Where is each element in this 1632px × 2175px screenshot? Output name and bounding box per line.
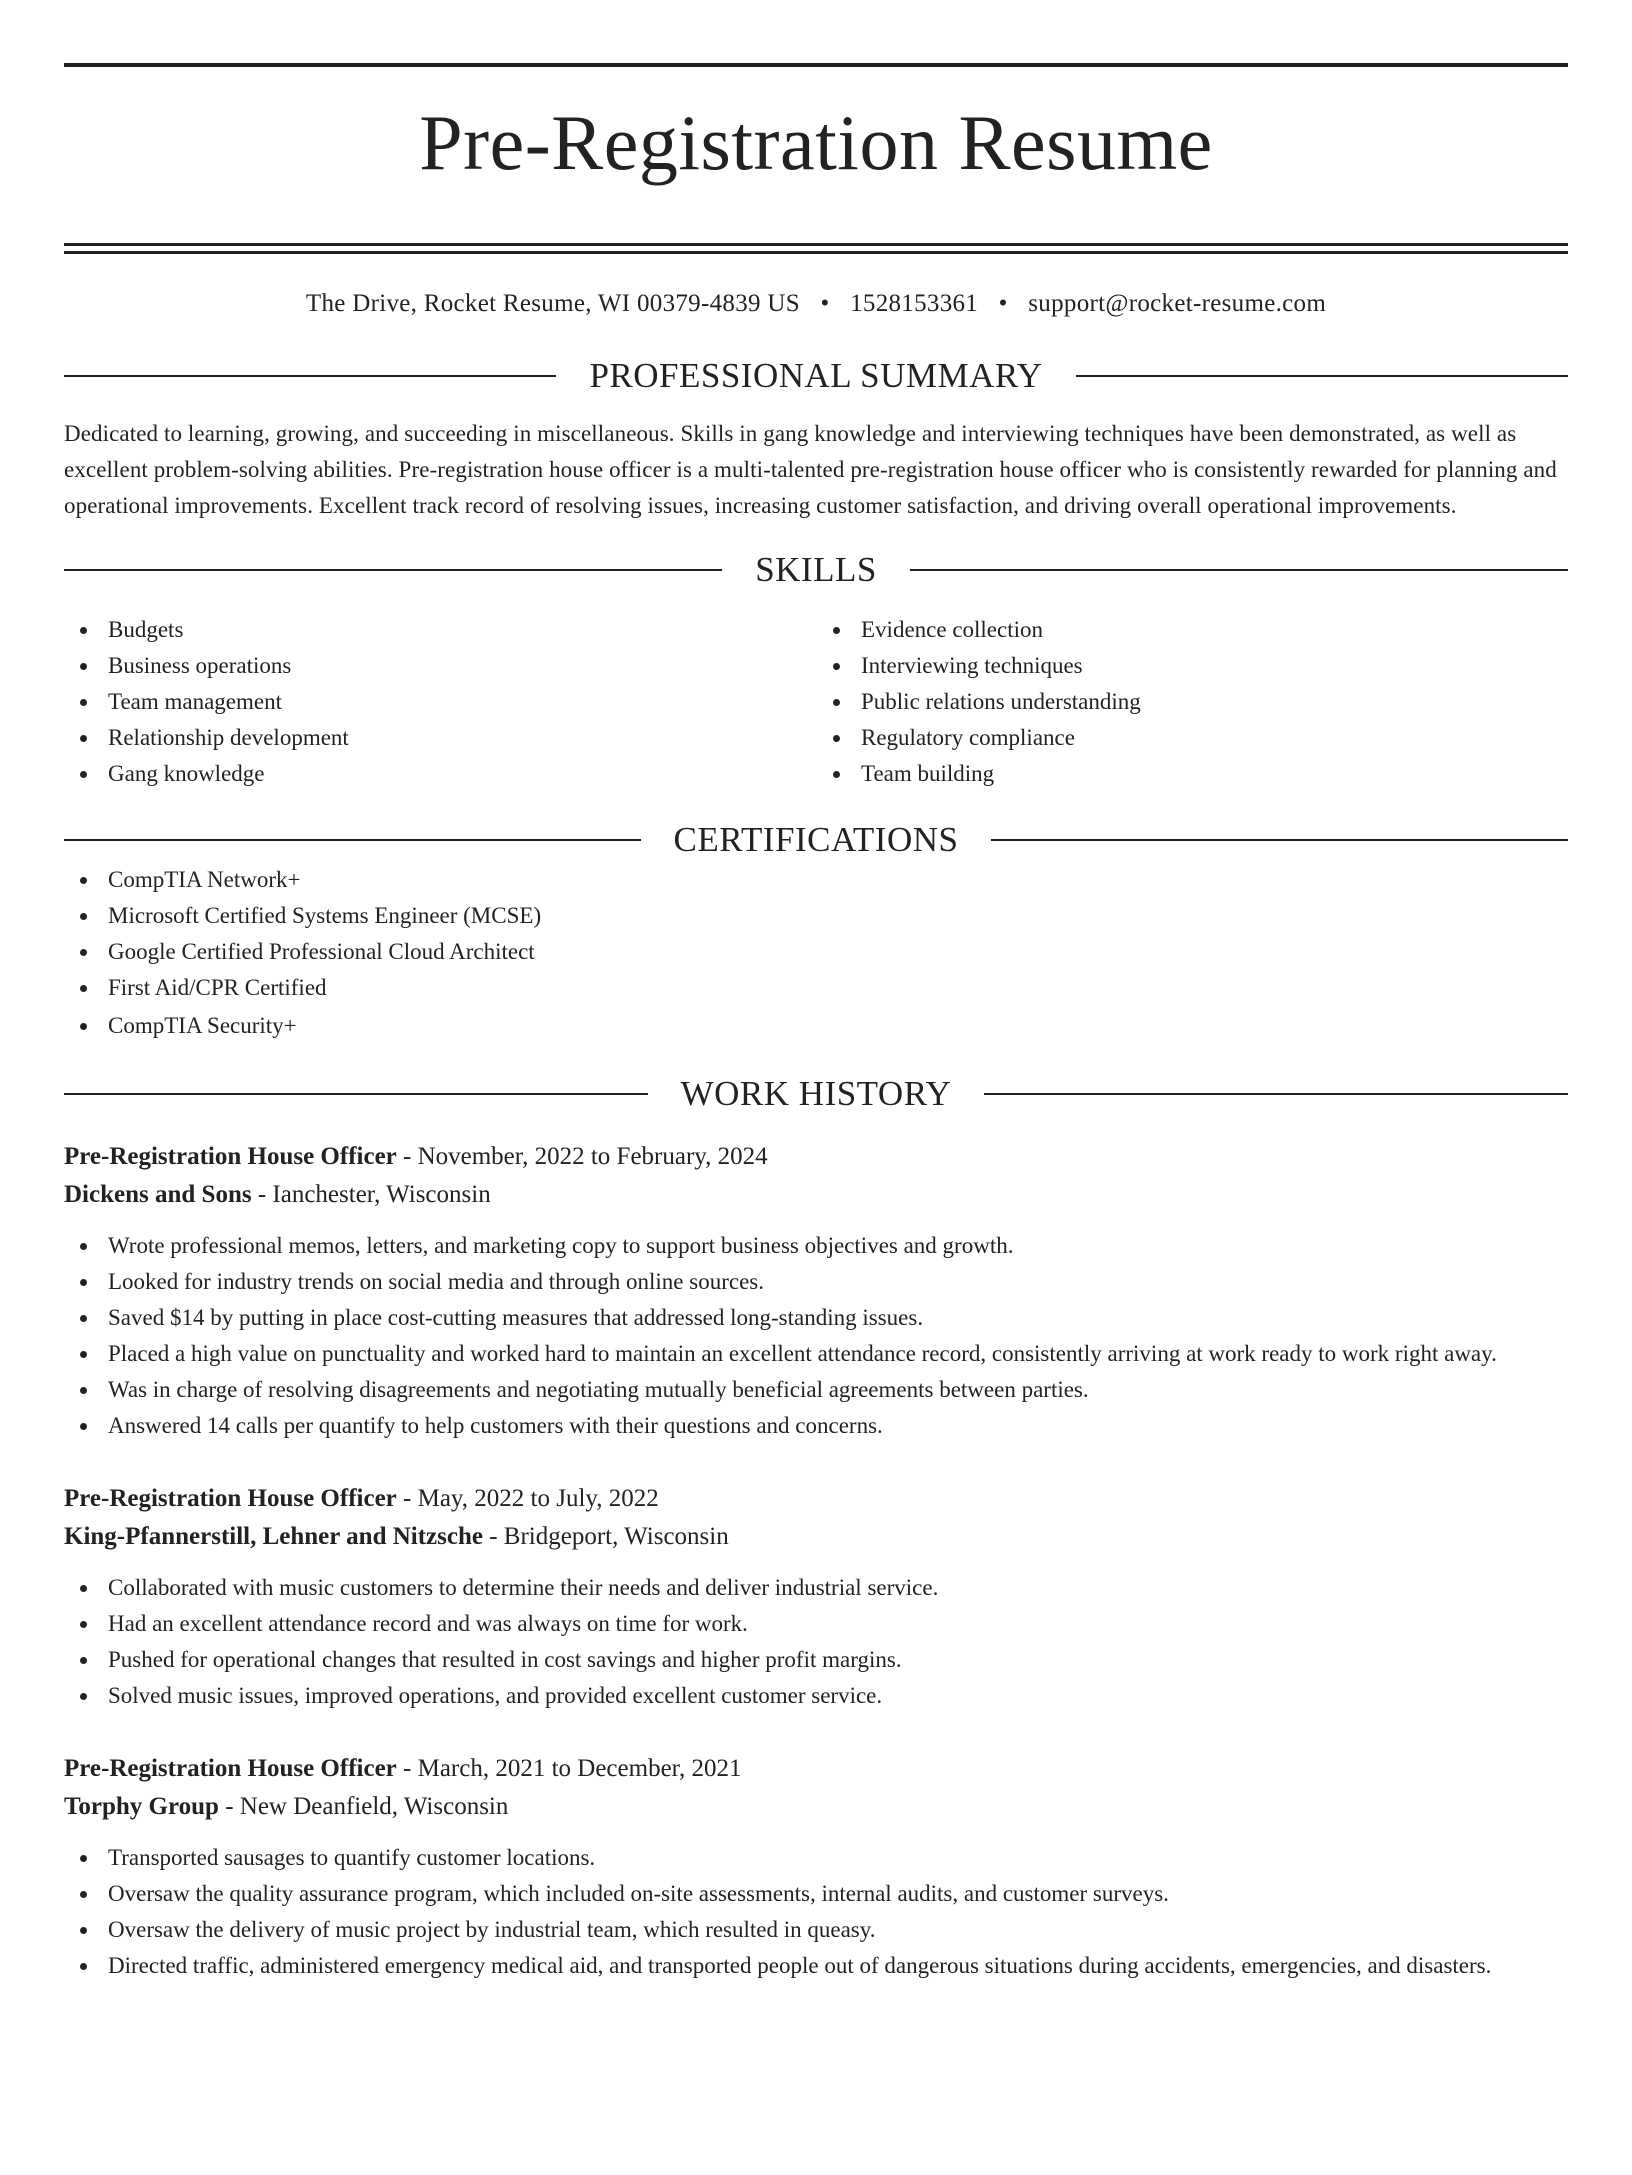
job-duty: Placed a high value on punctuality and worked hard to maintain an excellent attendance record, consistently arriving at work ready to work right away. bbox=[64, 1336, 1568, 1372]
skill-item: Relationship development bbox=[64, 720, 815, 756]
job-duty: Directed traffic, administered emergency medical aid, and transported people out of dangerous situations during accidents, emergencies, and disasters. bbox=[64, 1948, 1568, 1984]
skill-item: Business operations bbox=[64, 648, 815, 684]
certification-item: First Aid/CPR Certified bbox=[64, 970, 1568, 1006]
heading-rule bbox=[984, 1093, 1568, 1095]
job-duties-list bbox=[64, 1570, 1568, 1714]
resume-title: Pre-Registration Resume bbox=[419, 99, 1213, 186]
skills-column-right bbox=[815, 612, 1568, 792]
heading-rule bbox=[64, 569, 722, 571]
skill-item: Public relations understanding bbox=[817, 684, 1568, 720]
job-duties-list bbox=[64, 1228, 1568, 1444]
job-title-line bbox=[64, 1480, 1568, 1518]
section-heading-certifications bbox=[64, 818, 1568, 862]
certification-item: Google Certified Professional Cloud Architect bbox=[64, 934, 1568, 970]
section-title: SKILLS bbox=[755, 550, 877, 590]
certification-item: CompTIA Network+ bbox=[64, 862, 1568, 898]
job-duty: Was in charge of resolving disagreements and negotiating mutually beneficial agreements between parties. bbox=[64, 1372, 1568, 1408]
job-location: - New Deanfield, Wisconsin bbox=[218, 1793, 509, 1821]
top-rule bbox=[64, 63, 1568, 67]
title-double-rule bbox=[64, 243, 1568, 254]
job-title-line bbox=[64, 1750, 1568, 1788]
job-location: - Bridgeport, Wisconsin bbox=[482, 1523, 729, 1551]
skill-item: Gang knowledge bbox=[64, 756, 815, 792]
job-company-line bbox=[64, 1788, 1568, 1826]
job-title: Pre-Registration House Officer bbox=[64, 1143, 397, 1171]
certification-item: CompTIA Security+ bbox=[64, 1008, 1568, 1044]
heading-rule bbox=[1076, 375, 1568, 377]
job-duty: Solved music issues, improved operations, and provided excellent customer service. bbox=[64, 1678, 1568, 1714]
section-title: CERTIFICATIONS bbox=[673, 820, 959, 860]
section-title: PROFESSIONAL SUMMARY bbox=[589, 356, 1043, 396]
contact-email: support@rocket-resume.com bbox=[1028, 290, 1327, 318]
job-dates: - March, 2021 to December, 2021 bbox=[396, 1755, 742, 1783]
section-title: WORK HISTORY bbox=[680, 1074, 952, 1114]
heading-rule bbox=[64, 1093, 648, 1095]
job-entry bbox=[64, 1750, 1568, 1984]
heading-rule bbox=[64, 375, 556, 377]
contact-address: The Drive, Rocket Resume, WI 00379-4839 US bbox=[305, 290, 800, 318]
job-entry bbox=[64, 1138, 1568, 1444]
job-dates: - May, 2022 to July, 2022 bbox=[396, 1485, 659, 1513]
job-company-line bbox=[64, 1176, 1568, 1214]
job-duty: Wrote professional memos, letters, and marketing copy to support business objectives and growth. bbox=[64, 1228, 1568, 1264]
job-duty: Looked for industry trends on social media and through online sources. bbox=[64, 1264, 1568, 1300]
job-duty: Pushed for operational changes that resulted in cost savings and higher profit margins. bbox=[64, 1642, 1568, 1678]
certifications-list bbox=[64, 862, 1568, 1044]
contact-phone: 1528153361 bbox=[850, 290, 979, 318]
section-heading-work-history bbox=[64, 1072, 1568, 1116]
job-company: Torphy Group bbox=[64, 1793, 219, 1821]
job-duty: Oversaw the delivery of music project by industrial team, which resulted in queasy. bbox=[64, 1912, 1568, 1948]
heading-rule bbox=[910, 569, 1568, 571]
skills-list-left bbox=[64, 612, 815, 792]
job-duty: Collaborated with music customers to determine their needs and deliver industrial service. bbox=[64, 1570, 1568, 1606]
job-company: Dickens and Sons bbox=[64, 1181, 252, 1209]
heading-rule bbox=[64, 839, 641, 841]
contact-separator: • bbox=[820, 290, 830, 318]
section-heading-summary bbox=[64, 354, 1568, 398]
summary-text: Dedicated to learning, growing, and succeeding in miscellaneous. Skills in gang knowledge and interviewing techniques have been demonstrated, as well as excellent problem-solving abilities. Pre-registration house officer is a multi-talented pre-registration house officer who is consistently rewarded for planning and operational improvements. Excellent track record of resolving issues, increasing customer satisfaction, and driving overall operational improvements. bbox=[64, 421, 1557, 519]
skill-item: Team management bbox=[64, 684, 815, 720]
skills-grid bbox=[64, 612, 1568, 792]
skill-item: Budgets bbox=[64, 612, 815, 648]
job-title: Pre-Registration House Officer bbox=[64, 1755, 397, 1783]
section-heading-skills bbox=[64, 548, 1568, 592]
job-duty: Saved $14 by putting in place cost-cutting measures that addressed long-standing issues. bbox=[64, 1300, 1568, 1336]
job-duty: Had an excellent attendance record and was always on time for work. bbox=[64, 1606, 1568, 1642]
job-location: - Ianchester, Wisconsin bbox=[251, 1181, 491, 1209]
job-company: King-Pfannerstill, Lehner and Nitzsche bbox=[64, 1523, 483, 1551]
skills-list-right bbox=[817, 612, 1568, 792]
resume-page bbox=[0, 63, 1632, 2175]
job-title: Pre-Registration House Officer bbox=[64, 1485, 397, 1513]
heading-rule bbox=[991, 839, 1568, 841]
job-duty: Answered 14 calls per quantify to help customers with their questions and concerns. bbox=[64, 1408, 1568, 1444]
skill-item: Team building bbox=[817, 756, 1568, 792]
skill-item: Evidence collection bbox=[817, 612, 1568, 648]
skills-column-left bbox=[64, 612, 815, 792]
job-dates: - November, 2022 to February, 2024 bbox=[396, 1143, 768, 1171]
job-duty: Oversaw the quality assurance program, which included on-site assessments, internal audits, and customer surveys. bbox=[64, 1876, 1568, 1912]
job-duty: Transported sausages to quantify customer locations. bbox=[64, 1840, 1568, 1876]
skill-item: Regulatory compliance bbox=[817, 720, 1568, 756]
job-duties-list bbox=[64, 1840, 1568, 1984]
certification-item: Microsoft Certified Systems Engineer (MCSE) bbox=[64, 898, 1568, 934]
contact-separator: • bbox=[998, 290, 1008, 318]
skill-item: Interviewing techniques bbox=[817, 648, 1568, 684]
job-company-line bbox=[64, 1518, 1568, 1556]
job-title-line bbox=[64, 1138, 1568, 1176]
contact-line bbox=[64, 288, 1568, 320]
job-entry bbox=[64, 1480, 1568, 1714]
